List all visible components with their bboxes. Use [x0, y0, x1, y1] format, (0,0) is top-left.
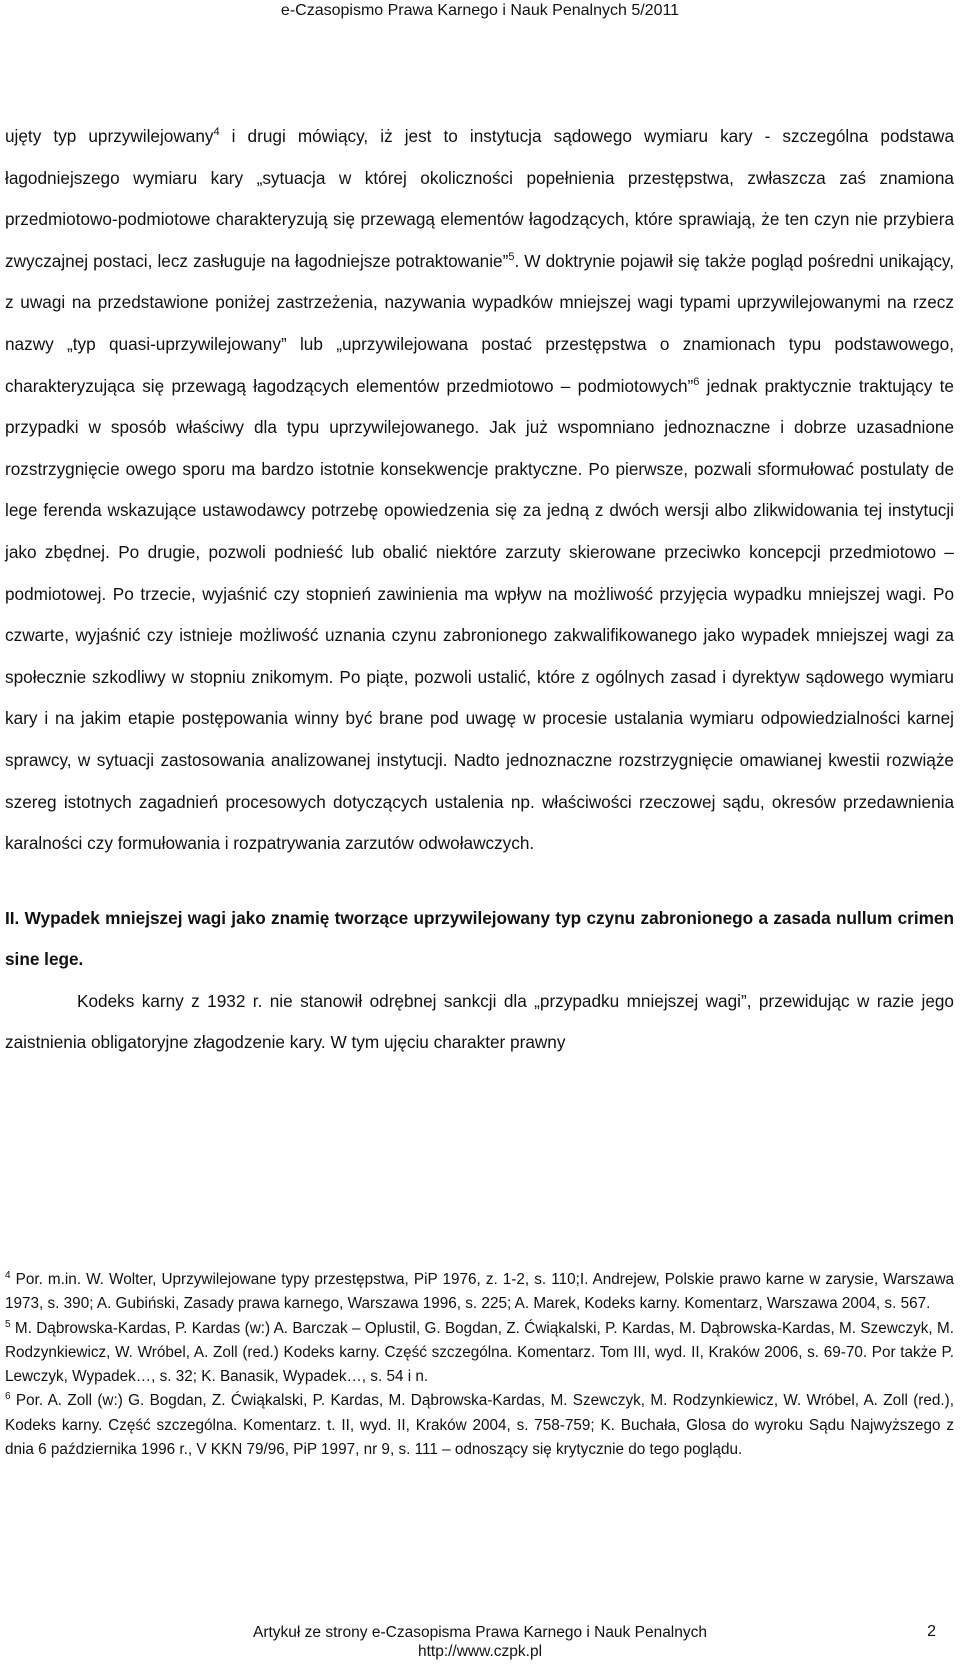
footnote-ref-6[interactable]: 6 [693, 375, 700, 388]
paragraph-1-part-b: i drugi mówiący, iż jest to instytucja sądowego wymiaru kary - szczególna podstawa łagodniejszego wymiaru kary „sytuacja w której okoliczności popełnienia przestępstwa, zwłaszcza zaś znamiona przedmiotowo-podmiotowe charakteryzują się przewagą elementów łagodzących, które sprawiają, że ten czyn nie przybiera zwyczajnej postaci, lecz zasługuje na łagodniejsze potraktowanie” [5, 126, 954, 271]
footnotes [5, 1268, 954, 1462]
footer-source-text: Artykuł ze strony e-Czasopisma Prawa Karnego i Nauk Penalnych [252, 1624, 707, 1641]
running-header: e-Czasopismo Prawa Karnego i Nauk Penalnych 5/2011 [280, 2, 680, 19]
page-footer [0, 1623, 960, 1661]
section-heading: II. Wypadek mniejszej wagi jako znamię tworzące uprzywilejowany typ czynu zabronionego a zasada nullum crimen sine lege. [5, 907, 954, 970]
page-number: 2 [927, 1623, 936, 1640]
paragraph-1 [5, 116, 954, 865]
footnote-text: M. Dąbrowska-Kardas, P. Kardas (w:) A. Barczak – Oplustil, G. Bogdan, Z. Ćwiąkalski, P. Kardas, M. Dąbrowska-Kardas, M. Szewczyk, M. Rodzynkiewicz, W. Wróbel, A. Zoll (red.) Kodeks karny. Część szczególna. Komentarz. Tom III, wyd. II, Kraków 2006, s. 69-70. Por także P. Lewczyk, Wypadek…, s. 32; K. Banasik, Wypadek…, s. 54 i n. [5, 1319, 954, 1386]
footer-source [0, 1623, 960, 1661]
footnote-number: 5 [5, 1318, 11, 1330]
footnote-6 [5, 1389, 954, 1462]
paragraph-1-part-d: jednak praktycznie traktujący te przypadki w sposób właściwy dla typu uprzywilejowanego. Jak już wspomniano jednoznaczne i dobrze uzasadnione rozstrzygnięcie owego sporu ma bardzo istotnie konsekwencje praktyczne. Po pierwsze, pozwali sformułować postulaty de lege ferenda wskazujące ustawodawcy potrzebę opowiedzenia się za jedną z dwóch wersji albo zlikwidowania tej instytucji jako zbędnej. Po drugie, pozwoli podnieść lub obalić niektóre zarzuty skierowane przeciwko koncepcji przedmiotowo – podmiotowej. Po trzecie, wyjaśnić czy stopnień zawinienia ma wpływ na możliwość przyjęcia wypadku mniejszej wagi. Po czwarte, wyjaśnić czy istnieje możliwość uznania czynu zabronionego zakwalifikowanego jako wypadek mniejszej wagi za społecznie szkodliwy w stopniu znikomym. Po piąte, pozwoli ustalić, które z ogólnych zasad i dyrektyw sądowego wymiaru kary i na jakim etapie postępowania winny być brane pod uwagę w procesie ustalania wymiaru odpowiedzialności karnej sprawcy, w sytuacji zastosowania analizowanej instytucji. Nadto jednoznaczne rozstrzygnięcie omawianej kwestii rozwiąże szereg istotnych zagadnień procesowych dotyczących ustalenia np. właściwości rzeczowej sądu, okresów przedawnienia karalności czy formułowania i rozpatrywania zarzutów odwoławczych. [5, 375, 954, 854]
footnote-5 [5, 1317, 954, 1390]
paragraph-1-part-a: ujęty typ uprzywilejowany [5, 126, 214, 146]
footnote-4 [5, 1268, 954, 1317]
footnote-ref-4[interactable]: 4 [213, 126, 220, 138]
footnote-number: 4 [5, 1270, 11, 1281]
body-text [5, 116, 954, 1064]
paragraph-2: Kodeks karny z 1932 r. nie stanowił odrębnej sankcji dla „przypadku mniejszej wagi”, przewidując w razie jego zaistnienia obligatoryjne złagodzenie kary. W tym ujęciu charakter prawny [5, 990, 954, 1053]
footnote-ref-5[interactable]: 5 [508, 250, 515, 263]
footnote-text: Por. A. Zoll (w:) G. Bogdan, Z. Ćwiąkalski, P. Kardas, M. Dąbrowska-Kardas, M. Szewczyk, M. Rodzynkiewicz, W. Wróbel, A. Zoll (red.), Kodeks karny. Część szczególna. Komentarz. t. II, wyd. II, Kraków 2004, s. 758-759; K. Buchała, Glosa do wyroku Sądu Najwyższego z dnia 6 października 1996 r., V KKN 79/96, PiP 1997, nr 9, s. 111 – odnoszący się krytycznie do tego poglądu. [5, 1392, 954, 1459]
footnote-number: 6 [5, 1391, 11, 1403]
paragraph-1-part-c: . W doktrynie pojawił się także pogląd pośredni unikający, z uwagi na przedstawione poniżej zastrzeżenia, nazywania wypadków mniejszej wagi typami uprzywilejowanymi na rzecz nazwy „typ quasi-uprzywilejowany” lub „uprzywilejowana postać przestępstwa o znamionach typu podstawowego, charakteryzująca się przewagą łagodzących elementów przedmiotowo – podmiotowych” [5, 250, 955, 396]
footer-url-link[interactable]: http://www.czpk.pl [417, 1643, 543, 1660]
footnote-text: Por. m.in. W. Wolter, Uprzywilejowane typy przestępstwa, PiP 1976, z. 1-2, s. 110;I. Andrejew, Polskie prawo karne w zarysie, Warszawa 1973, s. 390; A. Gubiński, Zasady prawa karnego, Warszawa 1996, s. 225; A. Marek, Kodeks karny. Komentarz, Warszawa 2004, s. 567. [5, 1271, 954, 1313]
